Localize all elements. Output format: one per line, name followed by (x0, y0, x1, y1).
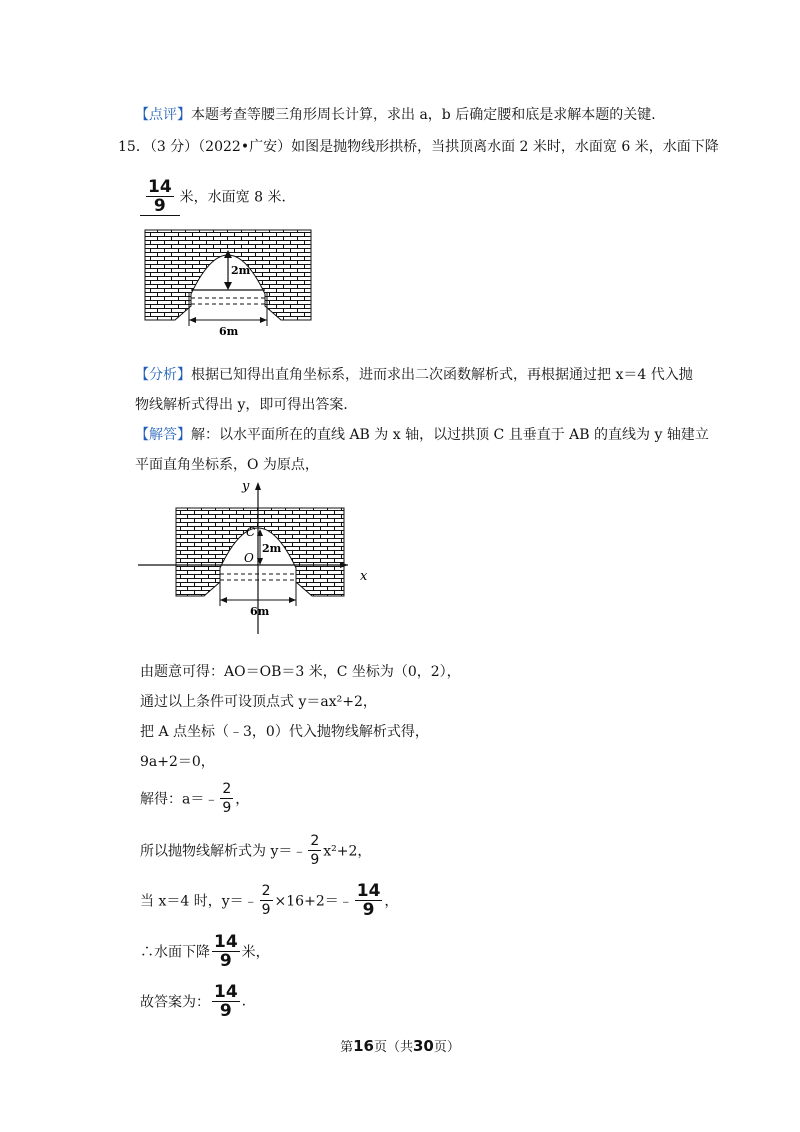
origin-label: O (244, 551, 254, 565)
x-axis-label: x (360, 569, 368, 584)
bridge-figure-1 (143, 228, 313, 338)
fraction: $\frac{14}{9}$ (356, 881, 381, 920)
problem-statement (118, 136, 719, 156)
analysis-line2: 物线解析式得出 y，即可得出答案． (135, 397, 358, 413)
fraction: $\frac{2}{9}$ (310, 833, 320, 868)
width-label: 6m (250, 605, 270, 618)
step-6: 所以抛物线解析式为 y＝﹣ $\frac{2}{9}$ x²+2， (140, 833, 372, 868)
y-axis-label: y (242, 479, 250, 494)
solution-line1: 【解答】解：以水平面所在的直线 AB 为 x 轴，以过拱顶 C 且垂直于 AB 的直线为 y 轴建立 (135, 427, 709, 443)
step-9: 故答案为： $\frac{14}{9}$ . (140, 982, 247, 1021)
problem-text: 如图是抛物线形拱桥，当拱顶离水面 2 米时，水面宽 6 米，水面下降 (291, 139, 719, 155)
step-7: 当 x＝4 时，y＝﹣ $\frac{2}{9}$ ×16+2＝﹣ $\frac{14}{9}$ ， (140, 881, 399, 920)
analysis-tag: 【分析】 (135, 367, 191, 383)
point-c-label: C (246, 525, 256, 539)
step-2: 通过以上条件可设顶点式 y＝ax²+2， (140, 694, 377, 710)
step-8: ∴水面下降 $\frac{14}{9}$ 米， (140, 932, 270, 971)
fraction: $\frac{14}{9}$ (214, 982, 238, 1021)
analysis-line1: 【分析】根据已知得出直角坐标系，进而求出二次函数解析式，再根据通过把 x＝4 代入抛 (135, 367, 693, 383)
review-tag: 【点评】 (135, 107, 191, 123)
bridge-figure-2 (138, 478, 378, 638)
y-axis-arrow (255, 482, 261, 490)
page-number: 16 (353, 1037, 374, 1055)
review-text: 本题考查等腰三角形周长计算，求出 a，b 后确定腰和底是求解本题的关键． (191, 107, 666, 123)
problem-answer-line (140, 178, 295, 216)
width-label: 6m (219, 325, 239, 338)
step-3: 把 A 点坐标（﹣3，0）代入抛物线解析式得， (140, 724, 429, 740)
problem-meta: （3 分）（2022•广安） (149, 139, 292, 155)
page-footer: 第16页（共30页） (340, 1037, 460, 1055)
answer-blank (140, 178, 180, 216)
total-pages: 30 (413, 1037, 434, 1055)
answer-after: 米，水面宽 8 米． (179, 189, 296, 206)
solution-line2: 平面直角坐标系，O 为原点， (135, 457, 319, 473)
answer-fraction: $\frac{14}{9}$ (148, 177, 172, 216)
step-5: 解得：a＝﹣ $\frac{2}{9}$ ， (140, 781, 250, 816)
step-4: 9a+2＝0， (140, 754, 215, 770)
fraction: $\frac{14}{9}$ (214, 932, 238, 971)
fraction: $\frac{2}{9}$ (222, 781, 232, 816)
step-1: 由题意可得：AO＝OB＝3 米，C 坐标为（0，2）， (140, 664, 461, 680)
review-line (135, 104, 665, 124)
height-label: 2m (262, 542, 282, 555)
height-label: 2m (231, 264, 251, 277)
solution-tag: 【解答】 (135, 427, 191, 443)
fraction: $\frac{2}{9}$ (261, 883, 271, 918)
problem-number: 15． (118, 139, 150, 155)
